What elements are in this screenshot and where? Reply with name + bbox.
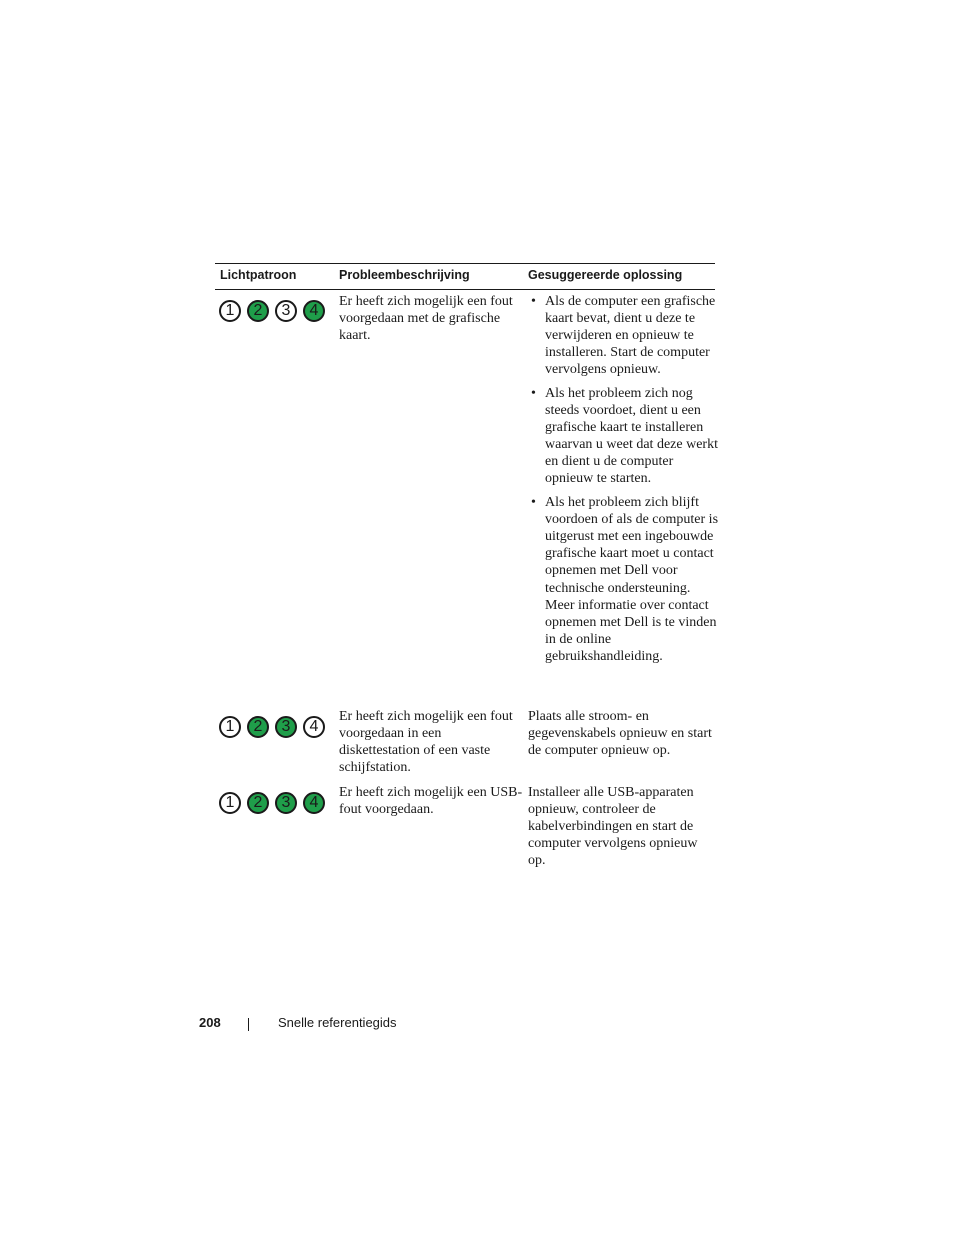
header-problem-description: Probleembeschrijving [339, 268, 470, 282]
page-number: 208 [199, 1015, 221, 1030]
solution-bullet: • Als het probleem zich nog steeds voordoet, dient u een grafische kaart te installeren waarvan u weet dat deze werkt en dient u de computer opnieuw te starten. [528, 385, 718, 488]
light-pattern [219, 716, 329, 738]
suggested-solution: Plaats alle stroom- en gegevenskabels opnieuw en start de computer opnieuw op. [528, 709, 712, 759]
led-1-icon: 1 [219, 716, 241, 738]
header-suggested-solution: Gesuggereerde oplossing [528, 268, 683, 282]
problem-description: Er heeft zich mogelijk een fout voorgedaan in een diskettestation of een vaste schijfstation. [339, 709, 513, 776]
diagnostic-lights-table [215, 263, 719, 882]
problem-description: Er heeft zich mogelijk een fout voorgedaan met de grafische kaart. [339, 294, 513, 344]
header-light-pattern: Lichtpatroon [220, 268, 297, 282]
led-4-icon: 4 [303, 716, 325, 738]
led-1-icon: 1 [219, 792, 241, 814]
light-pattern [219, 300, 329, 322]
led-2-icon: 2 [247, 300, 269, 322]
led-2-icon: 2 [247, 792, 269, 814]
problem-description: Er heeft zich mogelijk een USB-fout voorgedaan. [339, 785, 523, 818]
led-3-icon: 3 [275, 792, 297, 814]
table-row [215, 290, 719, 706]
footer-divider [248, 1018, 249, 1031]
footer-section-title: Snelle referentiegids [278, 1015, 397, 1030]
suggested-solution [528, 293, 718, 671]
suggested-solution: Installeer alle USB-apparaten opnieuw, controleer de kabelverbindingen en start de computer vervolgens opnieuw op. [528, 785, 698, 869]
led-3-icon: 3 [275, 716, 297, 738]
led-2-icon: 2 [247, 716, 269, 738]
led-4-icon: 4 [303, 300, 325, 322]
table-row [215, 706, 715, 782]
table-header [215, 263, 715, 290]
table-row [215, 782, 715, 882]
led-3-icon: 3 [275, 300, 297, 322]
solution-bullet: • Als het probleem zich blijft voordoen of als de computer is uitgerust met een ingebouwde grafische kaart moet u contact opnemen met Dell voor technische ondersteuning. Meer informatie over contact opnemen met Dell is te vinden in de online gebruikshandleiding. [528, 494, 718, 665]
led-4-icon: 4 [303, 792, 325, 814]
led-1-icon: 1 [219, 300, 241, 322]
light-pattern [219, 792, 329, 814]
solution-bullet: • Als de computer een grafische kaart bevat, dient u deze te verwijderen en opnieuw te installeren. Start de computer vervolgens opnieuw. [528, 293, 718, 378]
